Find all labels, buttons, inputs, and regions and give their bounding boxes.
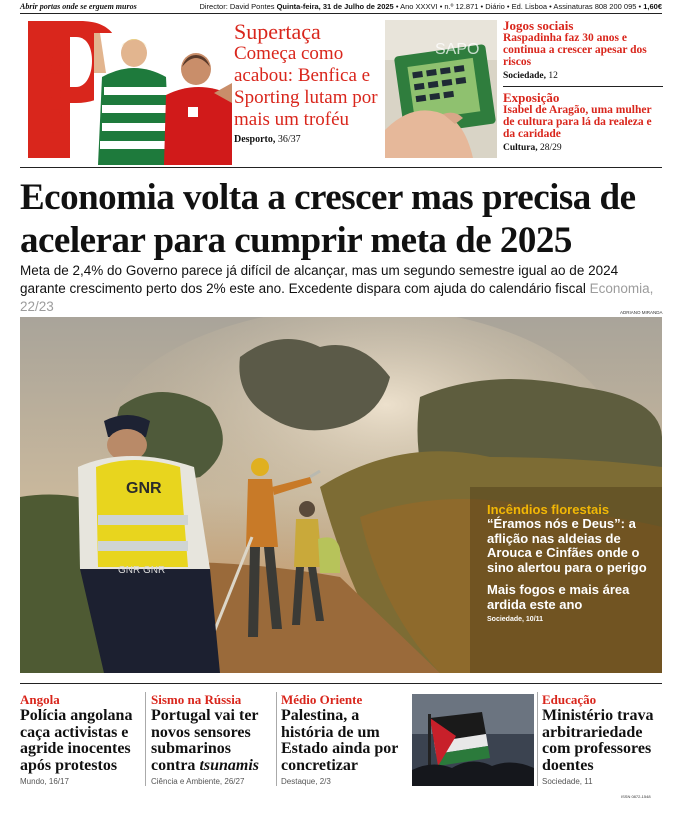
story-section: Sociedade, 11 — [542, 777, 593, 786]
story-educacao[interactable] — [542, 692, 664, 786]
promo-kicker: Supertaça — [234, 19, 321, 44]
story-sismo[interactable] — [151, 692, 275, 786]
story-title: Ministério trava arbitrariedade com professores doentes — [542, 707, 654, 774]
story-section: Ciência e Ambiente, 26/27 — [151, 777, 245, 786]
story-title: Polícia angolana caça activistas e agride inocentes após protestos — [20, 707, 133, 774]
lead-standfirst — [20, 262, 665, 316]
lead-headline[interactable]: Economia volta a crescer mas precisa de acelerar para cumprir meta de 2025 — [20, 177, 636, 261]
watermark-text: SAPO — [435, 41, 480, 58]
issue-details: • Ano XXXVI • n.º 12.871 • Diário • Ed. Lisboa • Assinaturas 808 200 095 • — [395, 2, 642, 11]
story-kicker: Educação — [542, 692, 597, 707]
story-kicker: Sismo na Rússia — [151, 692, 242, 707]
top-divider — [20, 13, 662, 14]
story-kicker: Angola — [20, 692, 60, 707]
supertaca-promo[interactable] — [234, 20, 382, 145]
column-rule — [145, 692, 146, 786]
teaser-kicker: Exposição — [503, 90, 560, 105]
palestine-flag-photo[interactable] — [412, 694, 534, 786]
motto: Abrir portas onde se erguem muros — [20, 2, 137, 11]
story-title: Portugal vai ter novos sensores submarinos contra tsunamis — [151, 707, 260, 774]
director: Director: David Pontes — [199, 2, 275, 11]
promo-section: Desporto, 36/37 — [234, 134, 301, 145]
scratch-card-illustration — [385, 20, 497, 158]
caption-section: Sociedade, 10/11 — [487, 616, 544, 623]
teaser-exposicao[interactable] — [503, 92, 663, 154]
teaser-divider — [503, 86, 663, 87]
column-rule — [537, 692, 538, 786]
palestine-flag-illustration — [412, 694, 534, 786]
issn-barcode-label: ISSN 0872-1548 — [621, 794, 651, 799]
caption-kicker: Incêndios florestais — [487, 502, 610, 517]
vest-back-text: GNR GNR — [118, 565, 166, 576]
teaser-title: Raspadinha faz 30 anos e continua a crescer apesar dos riscos — [503, 32, 647, 68]
lede-section-ref[interactable]: Economia, 22/23 — [20, 281, 654, 314]
teaser-jogos-sociais[interactable] — [503, 20, 663, 82]
sidebar-teasers — [503, 20, 663, 154]
caption-title: “Éramos nós e Deus”: a aflição nas aldeias de Arouca e Cinfães onde o sino alertou para o perigo — [487, 516, 647, 575]
bottom-divider — [20, 683, 662, 684]
masthead-divider — [20, 167, 662, 168]
teaser-section: Cultura, 28/29 — [503, 143, 562, 153]
price: 1,60€ — [643, 2, 662, 11]
teaser-section: Sociedade, 12 — [503, 71, 558, 81]
scratch-card-photo[interactable] — [385, 20, 497, 158]
logo-wordmark: Público — [38, 45, 68, 136]
teaser-kicker: Jogos sociais — [503, 18, 574, 33]
photo-credit: ADRIANO MIRANDA — [620, 310, 663, 315]
lede-text: Meta de 2,4% do Governo parece já difícil de alcançar, mas um segundo semestre igual ao de 2024 garante crescimento perto dos 2% este ano. Excedente dispara com ajuda do calendário fiscal — [20, 263, 619, 296]
issue-meta — [199, 0, 662, 13]
story-kicker: Médio Oriente — [281, 692, 363, 707]
story-medio-oriente[interactable] — [281, 692, 407, 786]
wildfire-caption[interactable] — [487, 502, 662, 623]
top-bar — [20, 0, 662, 13]
vest-gnr-text: GNR — [126, 480, 162, 497]
teaser-title: Isabel de Aragão, uma mulher de cultura para lá da realeza e da caridade — [503, 104, 652, 140]
story-title: Palestina, a história de um Estado ainda por concretizar — [281, 707, 399, 774]
players-illustration — [94, 33, 232, 165]
story-angola[interactable] — [20, 692, 144, 786]
issue-date: Quinta-feira, 31 de Julho de 2025 — [276, 2, 394, 11]
football-players-photo[interactable] — [94, 33, 232, 165]
story-section: Mundo, 16/17 — [20, 777, 69, 786]
column-rule — [276, 692, 277, 786]
story-section: Destaque, 2/3 — [281, 777, 331, 786]
caption-secondary: Mais fogos e mais área ardida este ano — [487, 582, 630, 612]
promo-title: Começa como acabou: Benfica e Sporting lutam por mais um troféu — [234, 43, 378, 130]
